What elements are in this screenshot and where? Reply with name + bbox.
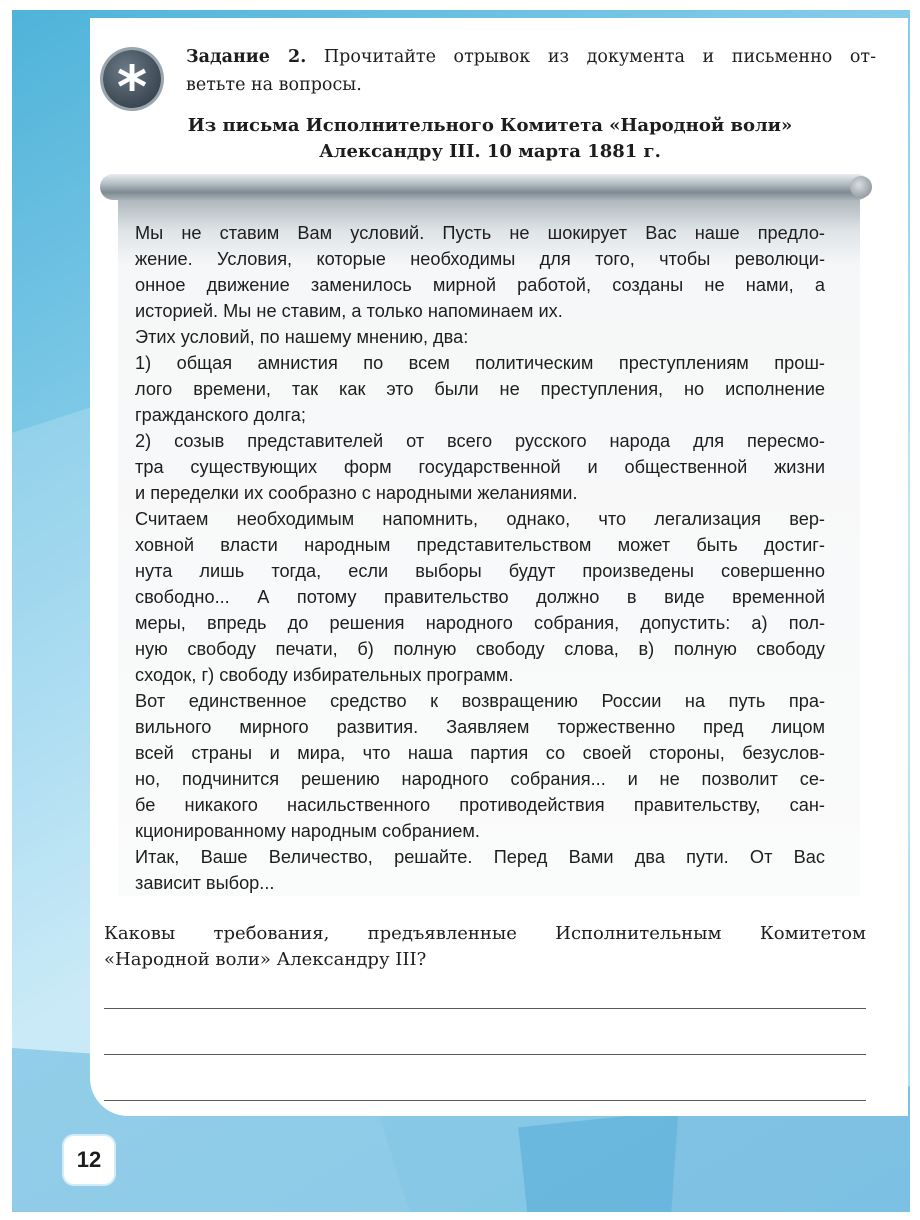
scroll-roll-decoration: [100, 174, 870, 200]
document-line: тра существующих форм государственной и общественной жизни: [135, 457, 825, 477]
document-line: зависит выбор...: [135, 873, 275, 893]
document-line: свободно... А потому правительство должно в виде временной: [135, 587, 825, 607]
document-line: бе никакого насильственного противодействия правительству, сан-: [135, 795, 825, 815]
document-line: 2) созыв представителей от всего русского народа для пересмо-: [135, 431, 825, 451]
document-line: 1) общая амнистия по всем политическим преступлениям прош-: [135, 353, 825, 373]
document-line: жение. Условия, которые необходимы для того, чтобы революци-: [135, 249, 825, 269]
question-line-2: «Народной воли» Александру III?: [104, 949, 427, 970]
document-line: Мы не ставим Вам условий. Пусть не шокирует Вас наше предло-: [135, 223, 825, 243]
task-instruction-line-1: [186, 44, 876, 70]
task-instruction-line-2: ветьте на вопросы.: [186, 75, 362, 95]
document-line: Итак, Ваше Величество, решайте. Перед Вами два пути. От Вас: [135, 847, 825, 867]
document-line: и переделки их сообразно с народными желаниями.: [135, 483, 578, 503]
document-line: ную свободу печати, б) полную свободу слова, в) полную свободу: [135, 639, 825, 659]
task-label: Задание 2.: [186, 47, 307, 67]
document-line: кционированному народным собранием.: [135, 821, 480, 841]
document-title-line-2: Александру III. 10 марта 1881 г.: [319, 141, 661, 162]
document-line: всей страны и мира, что наша партия со своей стороны, безуслов-: [135, 743, 825, 763]
document-title-line-1: Из письма Исполнительного Комитета «Народной воли»: [187, 115, 793, 136]
document-line: но, подчинится решению народного собрания... и не позволит се-: [135, 769, 825, 789]
document-line: историей. Мы не ставим, а только напоминаем их.: [135, 301, 563, 321]
document-line: Этих условий, по нашему мнению, два:: [135, 327, 469, 347]
document-line: меры, впредь до решения народного собрания, допустить: а) пол-: [135, 613, 825, 633]
document-line: Вот единственное средство к возвращению России на путь пра-: [135, 691, 825, 711]
answer-line[interactable]: [104, 1008, 866, 1009]
document-line: сходок, г) свободу избирательных программ.: [135, 665, 514, 685]
document-line: Считаем необходимым напомнить, однако, что легализация вер-: [135, 509, 825, 529]
document-line: ховной власти народным представительством может быть достиг-: [135, 535, 825, 555]
task-instruction-text: Прочитайте отрывок из документа и письменно от-: [323, 47, 876, 67]
answer-line[interactable]: [104, 1100, 866, 1101]
document-line: лого времени, так как это были не преступления, но исполнение: [135, 379, 825, 399]
question-line-1: Каковы требования, предъявленные Исполнительным Комитетом: [104, 923, 866, 944]
document-line: онное движение заменилось мирной работой, созданы не нами, а: [135, 275, 825, 295]
asterisk-icon: *: [103, 50, 161, 108]
answer-line[interactable]: [104, 1054, 866, 1055]
document-line: вильного мирного развития. Заявляем торжественно пред лицом: [135, 717, 825, 737]
page-number: 12: [64, 1136, 114, 1184]
document-line: нута лишь тогда, если выборы будут произведены совершенно: [135, 561, 825, 581]
document-line: гражданского долга;: [135, 405, 306, 425]
